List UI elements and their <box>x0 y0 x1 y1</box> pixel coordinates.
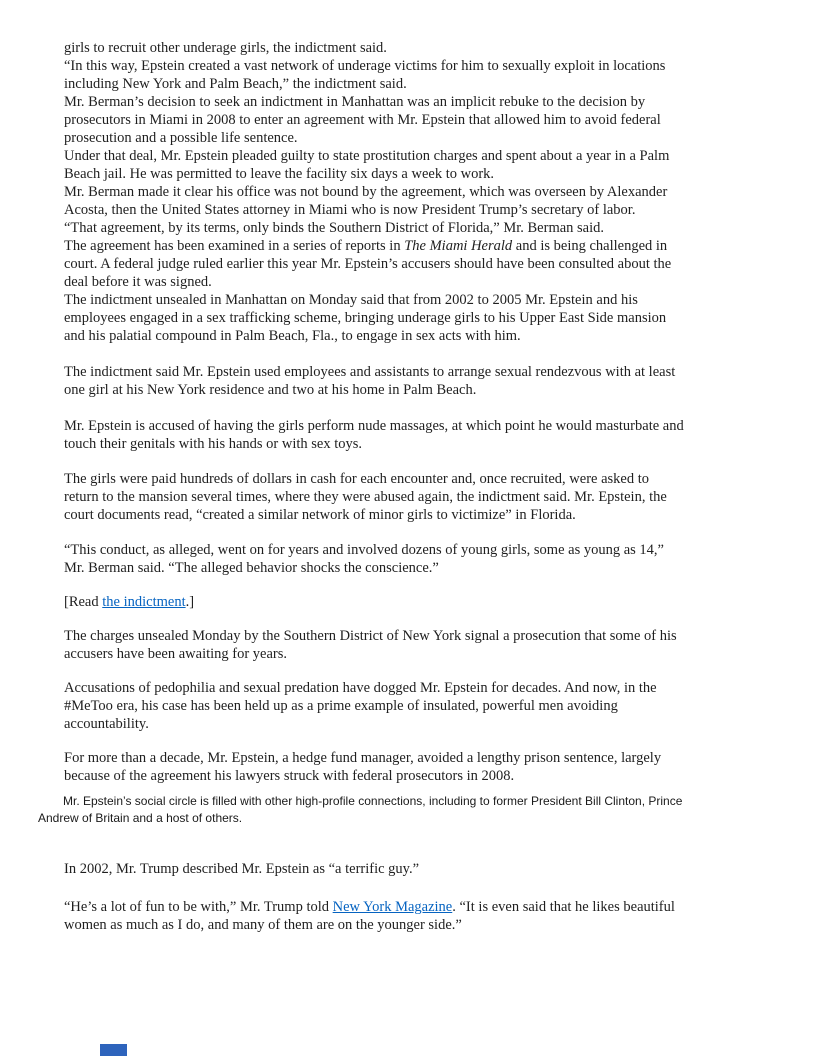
paragraph <box>64 898 754 934</box>
text-run: The indictment said Mr. Epstein used employees and assistants to arrange sexual rendezvous with at least <box>64 364 676 380</box>
text-run: Mr. Epstein’s social circle is filled with other high-profile connections, including to former President Bill Clinton, Prince <box>63 794 683 808</box>
paragraph <box>64 541 754 577</box>
text-line <box>64 129 754 147</box>
text-run: . “It is even said that he likes beautiful <box>452 899 675 915</box>
text-run: Accusations of pedophilia and sexual predation have dogged Mr. Epstein for decades. And now, in the <box>64 680 657 696</box>
text-line <box>64 715 754 733</box>
text-line <box>64 593 754 611</box>
text-line <box>38 793 764 810</box>
paragraph <box>64 593 754 611</box>
text-line <box>64 435 754 453</box>
paragraph <box>64 627 754 663</box>
paragraph <box>64 679 754 733</box>
text-run: Mr. Berman made it clear his office was not bound by the agreement, which was overseen by Alexander <box>64 184 668 200</box>
text-line <box>64 201 754 219</box>
paragraph <box>38 793 764 827</box>
text-line <box>64 506 754 524</box>
text-run: Mr. Berman’s decision to seek an indictment in Manhattan was an implicit rebuke to the decision by <box>64 94 646 110</box>
text-run: return to the mansion several times, where they were abused again, the indictment said. Mr. Epstein, the <box>64 489 667 505</box>
text-run: deal before it was signed. <box>64 274 212 290</box>
text-run: court documents read, “created a similar network of minor girls to victimize” in Florida. <box>64 507 576 523</box>
text-run: .] <box>185 594 195 610</box>
text-run: Mr. Berman said. “The alleged behavior shocks the conscience.” <box>64 560 439 576</box>
text-run: women as much as I do, and many of them are on the younger side.” <box>64 917 462 933</box>
text-run: accountability. <box>64 716 149 732</box>
text-run: Andrew of Britain and a host of others. <box>38 811 243 825</box>
blue-embed-fragment <box>100 1044 127 1056</box>
text-line <box>64 237 754 255</box>
text-run: “He’s a lot of fun to be with,” Mr. Trump told <box>64 899 333 915</box>
indictment-link[interactable]: the indictment <box>102 594 186 610</box>
text-run: The charges unsealed Monday by the Southern District of New York signal a prosecution that some of his <box>64 628 677 644</box>
text-line <box>64 147 754 165</box>
text-run: accusers have been awaiting for years. <box>64 646 288 662</box>
text-line <box>64 183 754 201</box>
text-line <box>64 363 754 381</box>
text-line <box>64 111 754 129</box>
text-run: Beach jail. He was permitted to leave the facility six days a week to work. <box>64 166 495 182</box>
text-line <box>64 219 754 237</box>
text-line <box>38 810 764 827</box>
text-line <box>64 255 754 273</box>
text-run: touch their genitals with his hands or with sex toys. <box>64 436 363 452</box>
text-run: The Miami Herald <box>404 238 513 254</box>
text-run: The agreement has been examined in a series of reports in <box>64 238 405 254</box>
paragraph <box>64 860 754 878</box>
text-line <box>64 645 754 663</box>
text-line <box>64 679 754 697</box>
paragraph <box>64 470 754 524</box>
text-run: For more than a decade, Mr. Epstein, a hedge fund manager, avoided a lengthy prison sentence, largely <box>64 750 662 766</box>
text-line <box>64 697 754 715</box>
text-line <box>64 470 754 488</box>
text-line <box>64 291 754 309</box>
text-line <box>64 559 754 577</box>
text-line <box>64 381 754 399</box>
text-run: and is being challenged in <box>512 238 668 254</box>
text-run: employees engaged in a sex trafficking scheme, bringing underage girls to his Upper East Side mansion <box>64 310 667 326</box>
text-run: court. A federal judge ruled earlier this year Mr. Epstein’s accusers should have been consulted about the <box>64 256 672 272</box>
text-line <box>64 860 754 878</box>
text-line <box>64 39 754 57</box>
paragraph <box>64 749 754 785</box>
text-run: prosecutors in Miami in 2008 to enter an agreement with Mr. Epstein that allowed him to avoid federal <box>64 112 661 128</box>
paragraph <box>64 363 754 399</box>
text-line <box>64 749 754 767</box>
text-run: including New York and Palm Beach,” the indictment said. <box>64 76 407 92</box>
text-line <box>64 93 754 111</box>
text-line <box>64 627 754 645</box>
text-line <box>64 327 754 345</box>
paragraph <box>64 39 754 345</box>
text-line <box>64 57 754 75</box>
text-run: one girl at his New York residence and two at his home in Palm Beach. <box>64 382 477 398</box>
text-line <box>64 488 754 506</box>
text-line <box>64 273 754 291</box>
text-line <box>64 767 754 785</box>
new-york-magazine-link[interactable]: New York Magazine <box>332 899 453 915</box>
text-line <box>64 898 754 916</box>
text-line <box>64 916 754 934</box>
text-run: “That agreement, by its terms, only binds the Southern District of Florida,” Mr. Berman said. <box>64 220 605 236</box>
text-line <box>64 417 754 435</box>
text-run: “This conduct, as alleged, went on for years and involved dozens of young girls, some as young as 14,” <box>64 542 664 558</box>
text-run: The girls were paid hundreds of dollars in cash for each encounter and, once recruited, were asked to <box>64 471 649 487</box>
text-run: prosecution and a possible life sentence. <box>64 130 298 146</box>
text-line <box>64 75 754 93</box>
text-run: #MeToo era, his case has been held up as a prime example of insulated, powerful men avoiding <box>64 698 618 714</box>
text-run: Under that deal, Mr. Epstein pleaded guilty to state prostitution charges and spent about a year in a Palm <box>64 148 670 164</box>
text-run: girls to recruit other underage girls, the indictment said. <box>64 40 387 56</box>
paragraph <box>64 417 754 453</box>
text-run: In 2002, Mr. Trump described Mr. Epstein as “a terrific guy.” <box>64 861 420 877</box>
text-line <box>64 165 754 183</box>
text-run: Mr. Epstein is accused of having the girls perform nude massages, at which point he would masturbate and <box>64 418 684 434</box>
text-line <box>64 309 754 327</box>
text-run: “In this way, Epstein created a vast network of underage victims for him to sexually exploit in locations <box>64 58 666 74</box>
text-run: The indictment unsealed in Manhattan on Monday said that from 2002 to 2005 Mr. Epstein and his <box>64 292 638 308</box>
text-run: because of the agreement his lawyers struck with federal prosecutors in 2008. <box>64 768 515 784</box>
text-run: Acosta, then the United States attorney in Miami who is now President Trump’s secretary of labor. <box>64 202 636 218</box>
article <box>38 39 754 934</box>
text-line <box>64 541 754 559</box>
text-run: [Read <box>64 594 103 610</box>
text-run: and his palatial compound in Palm Beach, Fla., to engage in sex acts with him. <box>64 328 521 344</box>
